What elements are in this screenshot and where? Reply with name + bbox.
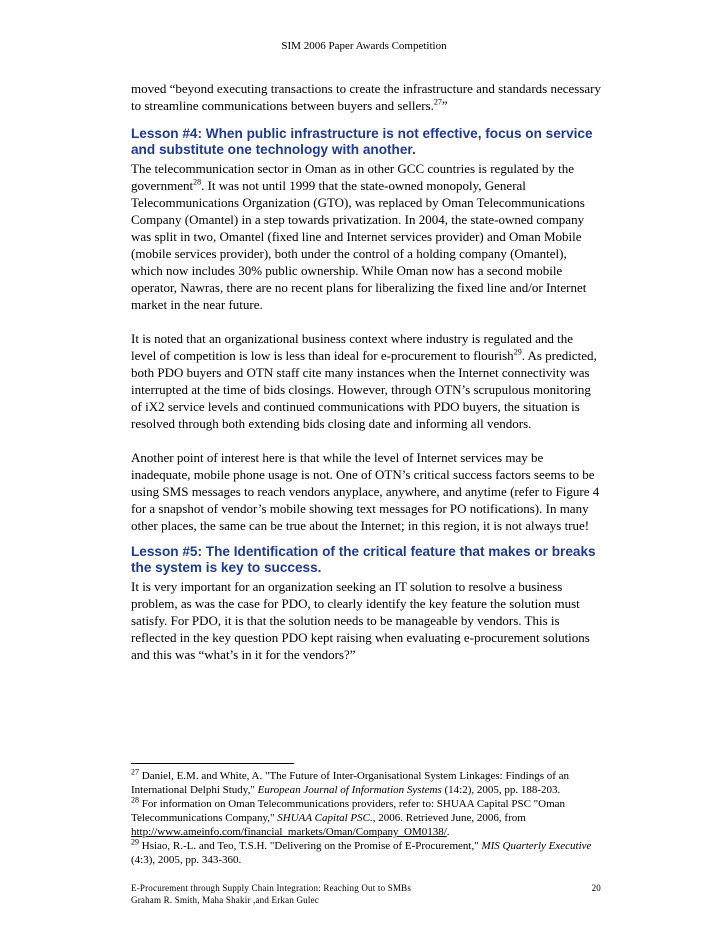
footnote-text: . (446, 826, 450, 838)
footnote-ref-29[interactable]: 29 (513, 347, 522, 357)
footnote-journal: European Journal of Information Systems (257, 784, 442, 796)
footnote-text: Daniel, E.M. and White, A. "The Future of Inter-Organisational System Linkages: Findings of an International Delphi Study," (131, 770, 570, 796)
footnote-number: 29 (131, 837, 139, 847)
footnote-text: For information on Oman Telecommunications providers, refer to: SHUAA Capital PSC "Oman Telecommunications Company," (131, 798, 566, 824)
footer-authors: Graham R. Smith, Maha Shakir ,and Erkan Gulec (131, 895, 319, 905)
footnotes (131, 769, 601, 867)
paragraph-text: The telecommunication sector in Oman as in other GCC countries is regulated by the government (131, 161, 574, 193)
paragraph-text: . As predicted, both PDO buyers and OTN staff cite many instances when the Internet connectivity was interrupted at the time of bids closings. However, through OTN’s scrupulous monitoring of iX2 service levels and continued communications with PDO buyers, the situation is resolved through both extending bids closing date and informing all vendors. (131, 348, 597, 431)
footnote-link[interactable]: http://www.ameinfo.com/financial_markets/Oman/Company_OM0138/ (131, 826, 447, 838)
paragraph-text: . It was not until 1999 that the state-owned monopoly, General Telecommunications Organization (GTO), was replaced by Oman Telecommunications Company (Omantel) in a step towards privatization. In 2004, the state-owned company was split in two, Omantel (fixed line and Internet services provider) and Oman Mobile (mobile services provider), both under the control of a holding company (Omantel), which now includes 30% public ownership. While Oman now has a second mobile operator, Nawras, there are no recent plans for liberalizing the fixed line and/or Internet market in the near future. (131, 178, 587, 312)
footnote-number: 27 (131, 767, 139, 777)
footnote-28 (131, 797, 601, 839)
footnote-text: , 2006. Retrieved June, 2006, from (372, 812, 526, 824)
paragraph-mobile-usage: Another point of interest here is that while the level of Internet services may be inadequate, mobile phone usage is not. One of OTN’s critical success factors seems to be using SMS messages to reach vendors anyplace, anywhere, and anytime (refer to Figure 4 for a snapshot of vendor’s mobile showing text messages for PO notifications). In many other places, the same can be true about the Internet; in this region, it is not always true! (131, 450, 600, 533)
paragraph-business-context (131, 330, 601, 432)
paragraph-text: It is noted that an organizational business context where industry is regulated and the level of competition is low is less than ideal for e-procurement to flourish (131, 331, 574, 363)
body-content (131, 80, 601, 663)
page-footer (131, 882, 601, 906)
footnote-journal: MIS Quarterly Executive (481, 840, 592, 852)
footnote-ref-28[interactable]: 28 (193, 177, 202, 187)
footnote-journal: SHUAA Capital PSC. (277, 812, 373, 824)
footnote-divider (131, 763, 294, 764)
lesson-5-heading: Lesson #5: The Identification of the critical feature that makes or breaks the system is key to success. (131, 544, 596, 575)
paragraph-text: moved “beyond executing transactions to create the infrastructure and standards necessary to streamline communications between buyers and sellers. (131, 81, 601, 113)
footnote-text: (4:3), 2005, pp. 343-360. (131, 854, 242, 866)
footnote-text: Hsiao, R.-L. and Teo, T.S.H. "Delivering on the Promise of E-Procurement," (139, 840, 482, 852)
paragraph-telecom (131, 160, 601, 313)
running-header: SIM 2006 Paper Awards Competition (281, 40, 447, 52)
footnote-number: 28 (131, 795, 139, 805)
paragraph-continuation (131, 80, 601, 114)
footer-title: E-Procurement through Supply Chain Integration: Reaching Out to SMBs (131, 883, 412, 893)
closing-quote: ” (441, 98, 448, 113)
paragraph-critical-feature: It is very important for an organization seeking an IT solution to resolve a business problem, as was the case for PDO, to clearly identify the key feature the solution must satisfy. For PDO, it is that the solution needs to be manageable by vendors. This is reflected in the key question PDO kept raising when evaluating e-procurement solutions and this was “what’s in it for the vendors?” (131, 579, 590, 662)
footnote-text: (14:2), 2005, pp. 188-203. (441, 784, 561, 796)
footnote-29 (131, 839, 601, 867)
footnote-ref-27[interactable]: 27 (433, 97, 442, 107)
lesson-4-heading: Lesson #4: When public infrastructure is not effective, focus on service and substitute one technology with another. (131, 126, 593, 157)
page-number: 20 (591, 883, 601, 893)
footnote-27 (131, 769, 601, 797)
